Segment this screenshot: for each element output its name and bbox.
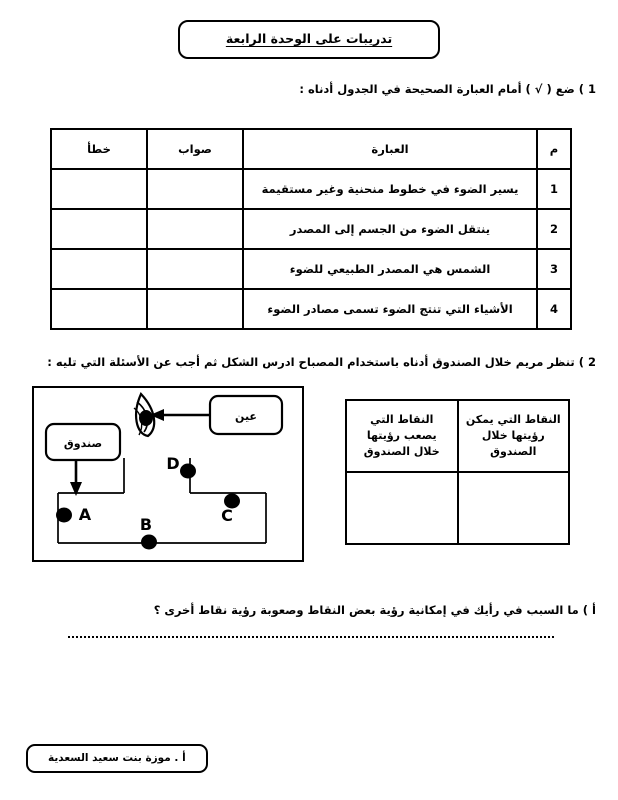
row-wrong-checkbox[interactable]: [51, 249, 147, 289]
row-correct-checkbox[interactable]: [147, 209, 243, 249]
teacher-name-box: [26, 744, 208, 773]
point-marker-c: [221, 494, 240, 526]
box-label-box: [46, 424, 120, 460]
points-answer-table: [345, 399, 570, 545]
table-header-row: [51, 129, 571, 169]
row-correct-checkbox[interactable]: [147, 169, 243, 209]
question-1-prompt: 1 ) ضع ( √ ) أمام العبارة الصحيحة في الجدول أدناه :: [299, 82, 596, 96]
page-title: تدريبات على الوحدة الرابعة: [225, 31, 393, 46]
question-2-prompt: 2 ) تنظر مريم خلال الصندوق أدناه باستخدام المصباح ادرس الشكل ثم أجب عن الأسئلة التي تليه :: [47, 355, 596, 369]
box-label: صندوق: [63, 437, 103, 450]
header-wrong: خطأ: [51, 129, 147, 169]
svg-text:B: B: [139, 515, 153, 534]
answer-table-header-row: [346, 400, 569, 472]
teacher-name: أ . موزة بنت سعيد السعدية: [48, 752, 186, 764]
row-statement: الشمس هي المصدر الطبيعي للضوء: [243, 249, 537, 289]
box-pointer-arrow: [70, 460, 82, 496]
hard-to-see-points-answer-cell[interactable]: [346, 472, 458, 544]
statements-table: [50, 128, 572, 330]
svg-text:A: A: [78, 505, 92, 524]
row-correct-checkbox[interactable]: [147, 249, 243, 289]
light-box-figure: [32, 386, 304, 562]
eye-label-box: [210, 396, 282, 434]
visible-points-answer-cell[interactable]: [458, 472, 570, 544]
header-correct: صواب: [147, 129, 243, 169]
header-hard-to-see-points: النقاط التي يصعب رؤيتها خلال الصندوق: [346, 400, 458, 472]
row-statement: يسير الضوء في خطوط منحنية وغير مستقيمة: [243, 169, 537, 209]
row-statement: ينتقل الضوء من الجسم إلى المصدر: [243, 209, 537, 249]
answer-table-input-row: [346, 472, 569, 544]
header-number: م: [537, 129, 571, 169]
row-wrong-checkbox[interactable]: [51, 209, 147, 249]
table-row: [51, 249, 571, 289]
page-title-container: [0, 20, 618, 59]
row-number: 2: [537, 209, 571, 249]
eye-label: عين: [235, 410, 257, 423]
row-number: 4: [537, 289, 571, 329]
table-row: [51, 289, 571, 329]
svg-text:D: D: [166, 454, 180, 473]
point-marker-a: [56, 505, 92, 524]
point-marker-d: [166, 454, 196, 479]
point-marker-b: [140, 515, 157, 550]
svg-text:C: C: [221, 506, 233, 525]
footer-container: [26, 744, 208, 773]
row-correct-checkbox[interactable]: [147, 289, 243, 329]
answer-dotted-line[interactable]: [68, 636, 554, 638]
eye-pointer-arrow: [150, 409, 210, 421]
row-wrong-checkbox[interactable]: [51, 289, 147, 329]
row-statement: الأشياء التي تنتج الضوء تسمى مصادر الضوء: [243, 289, 537, 329]
row-number: 3: [537, 249, 571, 289]
header-visible-points: النقاط التي يمكن رؤيتها خلال الصندوق: [458, 400, 570, 472]
row-number: 1: [537, 169, 571, 209]
question-2a-prompt: أ ) ما السبب في رأيك في إمكانية رؤية بعض النقاط وصعوبة رؤية نقاط أخرى ؟: [153, 603, 596, 617]
table-row: [51, 209, 571, 249]
row-wrong-checkbox[interactable]: [51, 169, 147, 209]
table-row: [51, 169, 571, 209]
page-title-box: [178, 20, 440, 59]
header-statement: العبارة: [243, 129, 537, 169]
figure-drawing: [38, 388, 302, 556]
